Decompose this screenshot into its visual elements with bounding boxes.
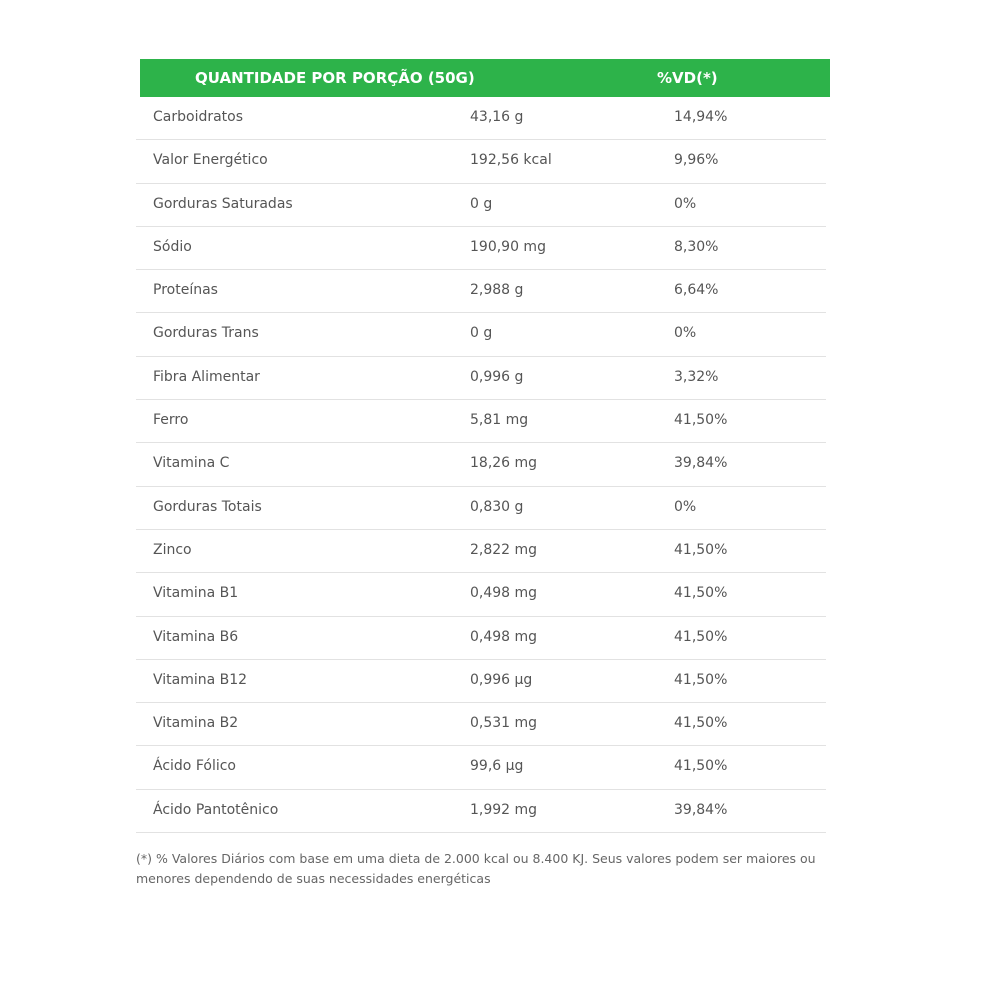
table-row (136, 746, 826, 789)
table-body (136, 97, 826, 833)
daily-value-percent: 39,84% (674, 801, 728, 818)
nutrient-amount: 0 g (470, 325, 493, 342)
nutrient-amount: 192,56 kcal (470, 152, 552, 169)
nutrient-amount: 190,90 mg (470, 238, 546, 255)
daily-value-percent: 39,84% (674, 455, 728, 472)
nutrient-name: Carboidratos (153, 109, 244, 125)
nutrient-name: Vitamina B2 (153, 715, 239, 732)
nutrient-amount: 0,531 mg (470, 715, 538, 732)
daily-value-percent: 0% (674, 195, 697, 212)
table-row (136, 660, 826, 703)
nutrient-name: Vitamina B6 (153, 628, 239, 645)
nutrient-name: Gorduras Saturadas (153, 195, 293, 212)
nutrient-name: Vitamina B1 (153, 585, 239, 602)
table-header (140, 59, 830, 97)
table-row (136, 530, 826, 573)
table-row (136, 357, 826, 400)
footnote: (*) % Valores Diários com base em uma dieta de 2.000 kcal ou 8.400 KJ. Seus valores podem ser maiores ou menores dependendo de suas necessidades energéticas (136, 851, 816, 886)
nutrient-amount: 5,81 mg (470, 412, 529, 429)
table-row (136, 703, 826, 746)
nutrient-name: Gorduras Trans (153, 325, 259, 342)
nutrient-amount: 0,498 mg (470, 628, 538, 645)
table-row (136, 270, 826, 313)
nutrient-amount: 0,996 µg (470, 671, 533, 688)
table-row (136, 617, 826, 660)
header-daily-value: %VD(*) (657, 69, 718, 87)
nutrient-name: Sódio (153, 238, 192, 255)
nutrition-table (136, 59, 830, 833)
nutrient-amount: 0,996 g (470, 368, 524, 385)
nutrient-name: Ácido Pantotênico (153, 801, 279, 818)
table-row (136, 97, 826, 140)
nutrient-amount: 99,6 µg (470, 758, 524, 775)
table-row (136, 400, 826, 443)
nutrient-name: Proteínas (153, 282, 218, 299)
nutrient-amount: 2,822 mg (470, 541, 538, 558)
daily-value-percent: 41,50% (674, 628, 728, 645)
table-row (136, 313, 826, 356)
daily-value-percent: 41,50% (674, 541, 728, 558)
table-row (136, 140, 826, 183)
daily-value-percent: 9,96% (674, 152, 719, 169)
nutrient-name: Zinco (153, 541, 192, 558)
daily-value-percent: 41,50% (674, 671, 728, 688)
nutrient-name: Gorduras Totais (153, 498, 262, 515)
nutrient-amount: 0,830 g (470, 498, 524, 515)
daily-value-percent: 41,50% (674, 412, 728, 429)
table-row (136, 487, 826, 530)
nutrient-name: Valor Energético (153, 152, 268, 169)
nutrient-name: Vitamina B12 (153, 671, 248, 688)
table-row (136, 573, 826, 616)
daily-value-percent: 0% (674, 325, 697, 342)
daily-value-percent: 41,50% (674, 585, 728, 602)
daily-value-percent: 8,30% (674, 238, 719, 255)
nutrient-amount: 0 g (470, 195, 493, 212)
table-row (136, 184, 826, 227)
daily-value-percent: 0% (674, 498, 697, 515)
table-row (136, 443, 826, 486)
nutrient-amount: 1,992 mg (470, 801, 538, 818)
daily-value-percent: 41,50% (674, 758, 728, 775)
daily-value-percent: 14,94% (674, 109, 728, 125)
daily-value-percent: 6,64% (674, 282, 719, 299)
nutrient-name: Vitamina C (153, 455, 230, 472)
nutrient-amount: 2,988 g (470, 282, 524, 299)
nutrient-name: Ferro (153, 412, 189, 429)
nutrient-name: Ácido Fólico (153, 758, 236, 775)
daily-value-percent: 3,32% (674, 368, 719, 385)
nutrient-amount: 43,16 g (470, 109, 524, 125)
table-row (136, 227, 826, 270)
table-row (136, 790, 826, 833)
nutrient-name: Fibra Alimentar (153, 368, 260, 385)
nutrient-amount: 0,498 mg (470, 585, 538, 602)
daily-value-percent: 41,50% (674, 715, 728, 732)
header-portion-quantity: QUANTIDADE POR PORÇÃO (50G) (195, 69, 475, 87)
nutrient-amount: 18,26 mg (470, 455, 538, 472)
